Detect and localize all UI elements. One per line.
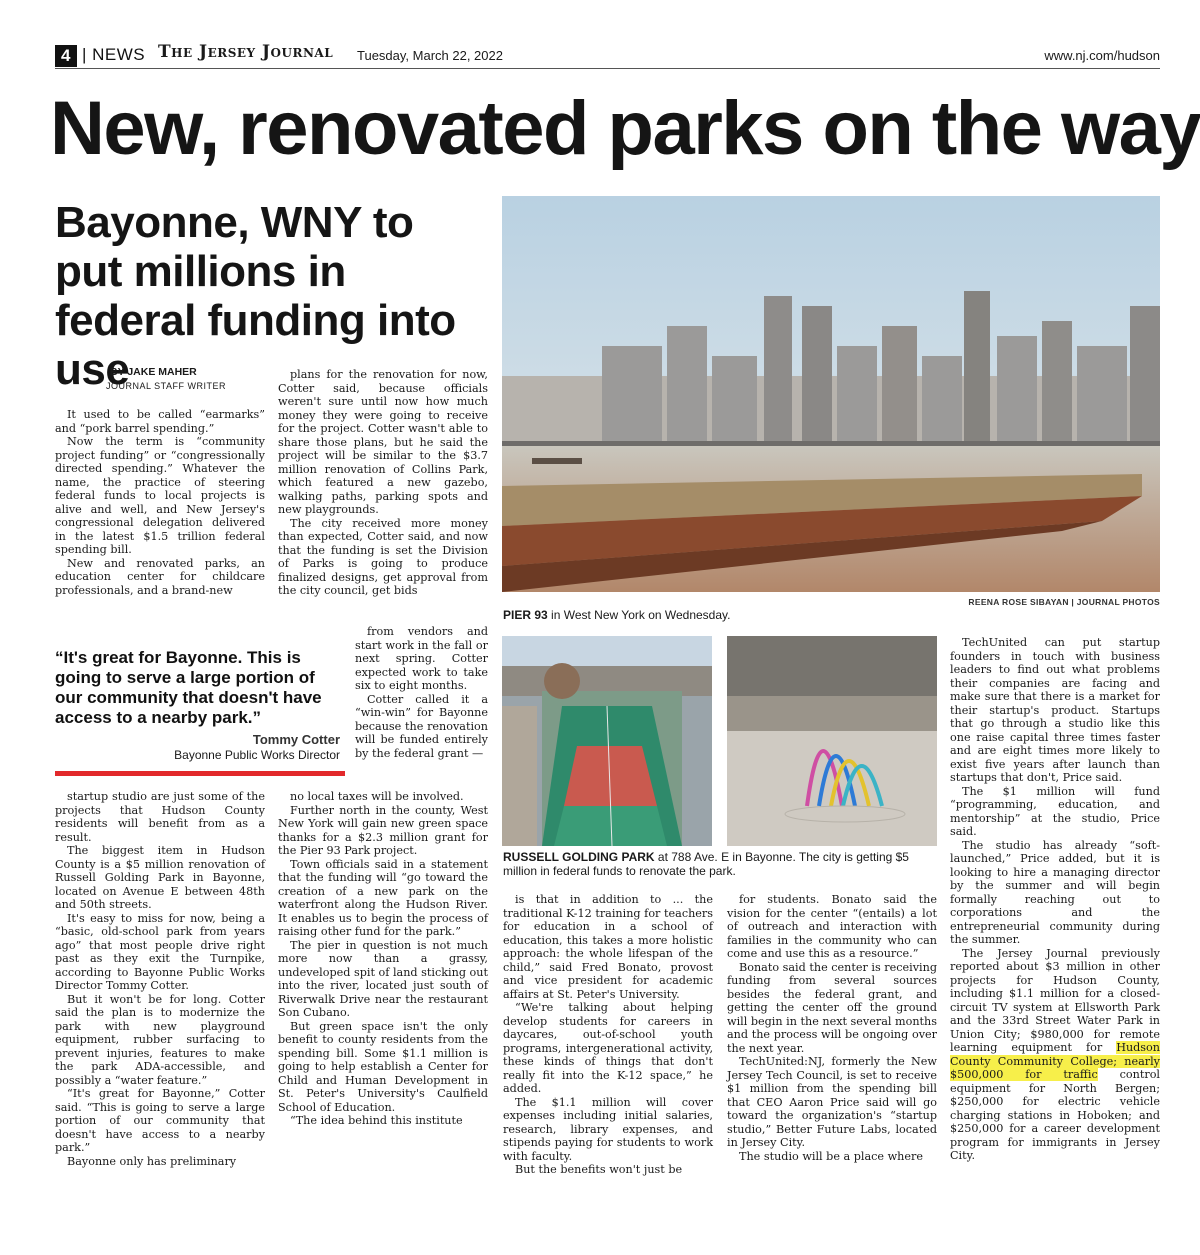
article-paragraph: New and renovated parks, an education center for childcare professionals, and a brand-new: [55, 556, 265, 597]
text-run: control equipment for North Bergen; $250,000 for electric vehicle charging stations in Hoboken; and $250,000 for a career development program for immigrants in Jersey City.: [950, 1068, 1161, 1162]
article-column-5: [950, 636, 1160, 1163]
caption-bold: RUSSELL GOLDING PARK: [503, 850, 655, 864]
photo-credit: REENA ROSE SIBAYAN | JOURNAL PHOTOS: [968, 597, 1160, 607]
article-last-paragraph: [950, 947, 1160, 1163]
headline: New, renovated parks on the way: [50, 86, 1200, 171]
article-paragraph: Cotter called it a “win-win” for Bayonne because the renovation will be funded entirely by the federal grant —: [355, 692, 488, 760]
article-paragraph: The studio will be a place where: [739, 1149, 923, 1163]
highlighted-text: Hudson County Community College; nearly $500,000 for traffic: [950, 1041, 1160, 1081]
article-paragraph: The city received more money than expected, Cotter said, and now that the funding is set the Division of Parks is going to produce finalized designs, get approval from the city council, get bids: [278, 516, 488, 597]
article-paragraph: But it won't be for long. Cotter said the plan is to modernize the park with new playground equipment, rubber surfacing to prevent injuries, features to make the park ADA-accessible, and possibly a “water feature.”: [55, 992, 265, 1087]
article-paragraph: But green space isn't the only benefit to county residents from the spending bill. Some $1.1 million is going to help establish a Center for Child and Human Development in St. Peter's University's Caulfield School of Education.: [278, 1019, 488, 1114]
article-paragraph: “The idea behind this institute: [290, 1114, 463, 1127]
article-paragraph: The $1.1 million will cover expenses including initial salaries, research, library expenses, and stipends paying for students to work with faculty.: [503, 1095, 713, 1163]
pull-quote: “It's great for Bayonne. This is going to serve a large portion of our community that doesn't have access to a nearby park.”: [55, 648, 322, 727]
section-label: | NEWS: [82, 45, 145, 65]
article-paragraph: The biggest item in Hudson County is a $5 million renovation of Russell Golding Park in Bayonne, located on Avenue E between 48th and 50th streets.: [55, 844, 265, 911]
article-paragraph: Town officials said in a statement that the funding will “go toward the creation of a new park on the waterfront along the Hudson River. It enables us to begin the process of raising other fund for the park.”: [278, 857, 488, 938]
masthead-rule: [55, 68, 1160, 69]
article-paragraph: is that in addition to ... the traditional K-12 training for teachers for education in a school of education, this takes a more holistic approach: the whole lifespan of the child,” said Fred Bonato, provost and vice president for academic affairs at St. Peter's University.: [503, 893, 713, 1001]
pull-quote-name: Tommy Cotter: [252, 732, 340, 747]
paper-name: The Jersey Journal: [158, 42, 334, 62]
article-paragraph: Now the term is “community project funding” or “congressionally directed spending.” Whatever the name, the practice of steering federal funds to local projects is alive and well, and New Jersey's congressional delegation delivered in the latest $1.5 trillion federal spending bill.: [55, 435, 265, 556]
subhead: Bayonne, WNY to put millions in federal funding into use: [55, 198, 456, 394]
article-paragraph: The studio has already “soft-launched,” Price added, but it is looking to hire a managing director by the summer and will begin formally reaching out to corporations and the entrepreneurial community during the summer.: [950, 838, 1160, 946]
article-paragraph: Bayonne only has preliminary: [67, 1154, 237, 1168]
article-paragraph: The $1 million will fund “programming, education, and mentorship” at the studio, Price said.: [950, 784, 1160, 838]
article-paragraph: “It's great for Bayonne,” Cotter said. “This is going to serve a large portion of our community that doesn't have access to a nearby park.”: [55, 1087, 265, 1154]
pier-caption: [503, 608, 730, 622]
pull-quote-rule: [55, 771, 345, 776]
article-column-4: [727, 893, 937, 1163]
russell-golding-park-photo: [502, 636, 712, 846]
caption-text: at 788 Ave. E in Bayonne. The city is getting $5 million in federal funds to renovate the park.: [503, 850, 909, 878]
playground-arches-photo: [727, 636, 937, 846]
article-paragraph: plans for the renovation for now, Cotter said, because officials weren't sure until now how much money they were going to receive for the project. Cotter wasn't able to share those plans, but he said the project will be similar to the $3.7 million renovation of Collins Park, which featured a new gazebo, walking paths, parking spots and new playgrounds.: [278, 368, 488, 516]
article-column-1-top: [55, 408, 265, 597]
article-paragraph: But the benefits won't just be: [515, 1163, 683, 1176]
issue-date: Tuesday, March 22, 2022: [357, 48, 503, 63]
byline: BY JAKE MAHER: [110, 366, 197, 378]
article-paragraph: The pier in question is not much more now than a grassy, undeveloped spit of land sticking out into the river, located just south of Riverwalk Drive near the restaurant Son Cubano.: [278, 938, 488, 1019]
article-paragraph: Bonato said the center is receiving funding from several sources besides the federal grant, and getting the center off the ground will begin in the next several months and the process will be ongoing over the next year.: [727, 960, 938, 1055]
article-column-5-paras: [950, 636, 1160, 947]
pier-93-photo: [502, 196, 1160, 592]
page-number: 4: [55, 45, 77, 67]
paper-url[interactable]: www.nj.com/hudson: [1044, 48, 1160, 63]
article-column-2-wrap: [355, 625, 488, 760]
article-paragraph: It's easy to miss for now, being a “basic, old-school park from years ago” that most people drive right past as they exit the Turnpike, according to Bayonne Public Works Director Tommy Cotter.: [55, 911, 265, 992]
article-paragraph: for students. Bonato said the vision for the center “(entails) a lot of outreach and interaction with families in the community who can come and use this as a resource.”: [727, 893, 937, 960]
byline-role: JOURNAL STAFF WRITER: [106, 381, 226, 391]
article-paragraph: TechUnited can put startup founders in touch with business leaders to find out what problems their companies are facing and make sure that there is a market for their startup's product. Startups that go through a studio like this one raise capital three times faster and are eight times more likely to exist five years after launch than startups that don't, Price said.: [950, 636, 1160, 784]
article-paragraph: Further north in the county, West New York will gain new green space thanks for a $2.3 million grant for the Pier 93 Park project.: [278, 803, 488, 857]
article-paragraph: startup studio are just some of the projects that Hudson County residents will benefit from as a result.: [55, 790, 265, 844]
article-column-2-top: [278, 368, 488, 598]
article-column-1-bottom: [55, 790, 265, 1168]
article-paragraph: no local taxes will be involved.: [290, 790, 464, 803]
text-run: The Jersey Journal previously reported about $3 million in other projects for Hudson County, including $1.1 million for a closed-circuit TV system at Ellsworth Park and the 33rd Street Water Park in Union City; $980,000 for remote learning equipment for: [950, 946, 1160, 1054]
park-caption: [503, 850, 937, 878]
article-paragraph: from vendors and start work in the fall or next spring. Cotter expected work to take six to eight months.: [355, 625, 488, 692]
article-column-2-bottom: [278, 790, 488, 1128]
article-paragraph: “We're talking about helping develop students for careers in daycares, out-of-school youth programs, intergenerational activity, these kinds of things that don't really fit into the K-12 space,” he added.: [503, 1001, 713, 1095]
pull-quote-title: Bayonne Public Works Director: [174, 748, 340, 762]
caption-text: in West New York on Wednesday.: [547, 608, 731, 622]
caption-bold: PIER 93: [503, 608, 548, 622]
article-column-3: [503, 893, 713, 1177]
article-paragraph: TechUnited:NJ, formerly the New Jersey Tech Council, is set to receive $1 million from the spending bill that CEO Aaron Price said will go toward the organization's “startup studio,” Better Future Labs, located in Jersey City.: [727, 1055, 937, 1149]
article-paragraph: It used to be called “earmarks” and “pork barrel spending.”: [55, 408, 265, 435]
